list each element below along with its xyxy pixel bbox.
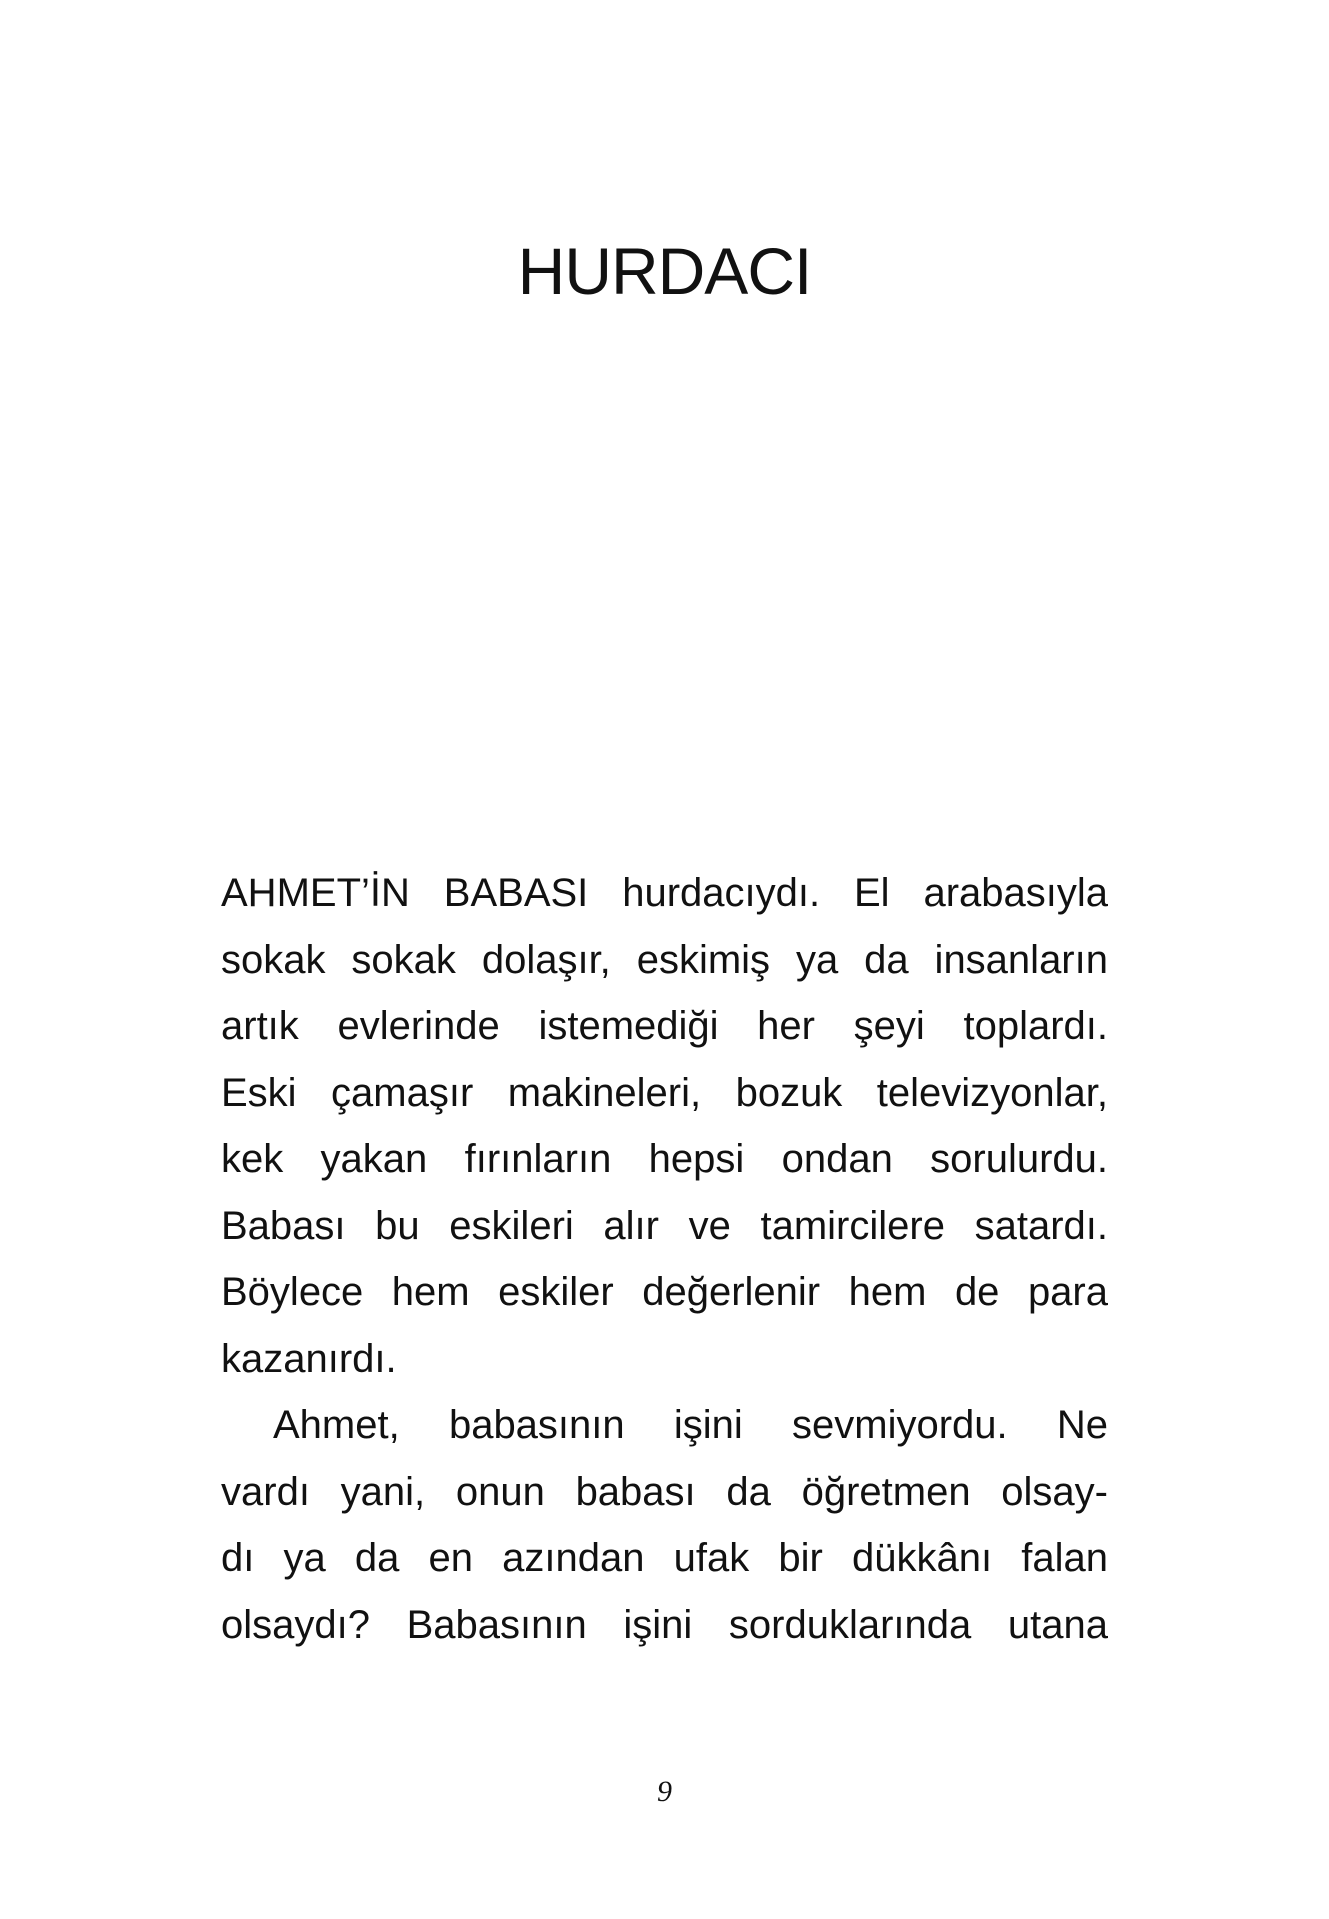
text-line: kazanırdı. xyxy=(221,1336,397,1381)
text-line: Ahmet, babasının işini sevmiyordu. Ne xyxy=(273,1403,1108,1447)
paragraph-1 xyxy=(221,860,1108,1392)
text-line: Eski çamaşır makineleri, bozuk televizyonlar, xyxy=(221,1070,1108,1115)
text-line: AHMET’İN BABASI hurdacıydı. El arabasıyla xyxy=(221,871,1108,915)
text-line: dı ya da en azından ufak bir dükkânı falan xyxy=(221,1536,1108,1580)
page-number: 9 xyxy=(657,1775,672,1808)
chapter-title: HURDACI xyxy=(517,234,812,308)
text-line: artık evlerinde istemediği her şeyi toplardı. xyxy=(221,1004,1108,1048)
text-line: kek yakan fırınların hepsi ondan sorulurdu. xyxy=(221,1137,1108,1181)
paragraph-2 xyxy=(221,1392,1108,1658)
body-text xyxy=(221,860,1108,1658)
text-line: Babası bu eskileri alır ve tamircilere satardı. xyxy=(221,1203,1108,1248)
text-line: vardı yani, onun babası da öğretmen olsay- xyxy=(221,1469,1108,1514)
text-line: Böylece hem eskiler değerlenir hem de para xyxy=(221,1270,1108,1314)
text-line: olsaydı? Babasının işini sorduklarında utana xyxy=(221,1602,1108,1647)
text-line: sokak sokak dolaşır, eskimiş ya da insanların xyxy=(221,937,1108,982)
